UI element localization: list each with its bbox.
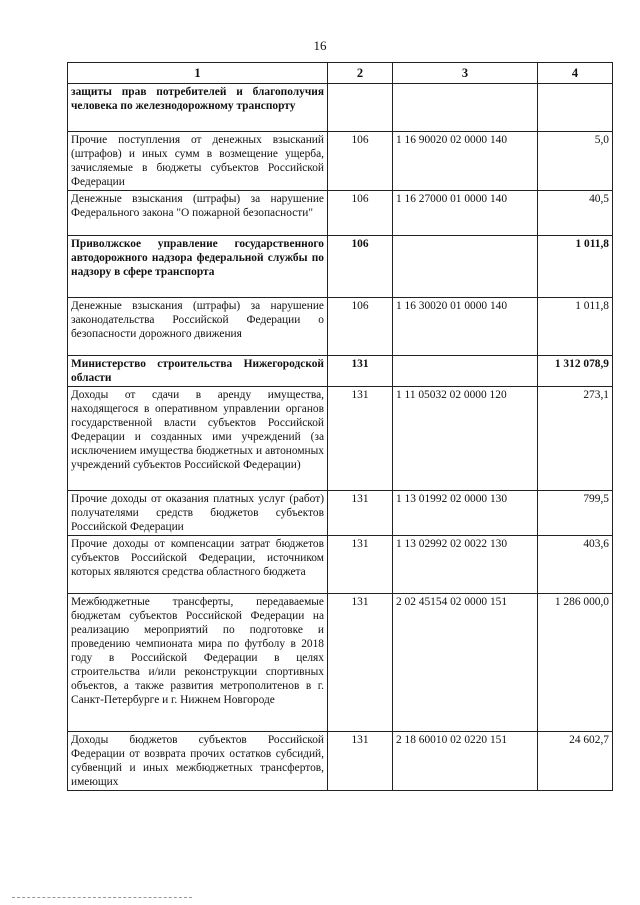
budget-classification-code: 2 02 45154 02 0000 151 (393, 594, 538, 732)
amount: 5,0 (538, 132, 613, 191)
amount: 1 312 078,9 (538, 356, 613, 387)
revenue-table (67, 62, 613, 791)
budget-classification-code: 1 16 27000 01 0000 140 (393, 191, 538, 236)
budget-classification-code: 2 18 60010 02 0220 151 (393, 732, 538, 791)
amount: 40,5 (538, 191, 613, 236)
table-row (68, 356, 613, 387)
budget-classification-code: 1 11 05032 02 0000 120 (393, 387, 538, 491)
page-number: 16 (313, 38, 327, 53)
revenue-name: Денежные взыскания (штрафы) за нарушение законодательства Российской Федерации о безопасности дорожного движения (68, 298, 328, 356)
revenue-name: Денежные взыскания (штрафы) за нарушение Федерального закона "О пожарной безопасности" (68, 191, 328, 236)
revenue-name: Приволжское управление государственного автодорожного надзора федеральной службы по надзору в сфере транспорта (68, 236, 328, 298)
amount: 799,5 (538, 491, 613, 536)
table-row (68, 298, 613, 356)
budget-classification-code (393, 356, 538, 387)
revenue-name: Министерство строительства Нижегородской области (68, 356, 328, 387)
admin-code: 131 (328, 732, 393, 791)
budget-classification-code: 1 13 01992 02 0000 130 (393, 491, 538, 536)
table-row (68, 536, 613, 594)
budget-classification-code: 1 16 90020 02 0000 140 (393, 132, 538, 191)
budget-classification-code: 1 13 02992 02 0022 130 (393, 536, 538, 594)
table-row (68, 732, 613, 791)
table-row (68, 191, 613, 236)
scan-artifact (12, 897, 192, 902)
admin-code (328, 84, 393, 132)
revenue-name: Доходы бюджетов субъектов Российской Федерации от возврата прочих остатков субсидий, субвенций и иных межбюджетных трансфертов, имеющих (68, 732, 328, 791)
table-header-row (68, 63, 613, 84)
revenue-name: Доходы от сдачи в аренду имущества, находящегося в оперативном управлении органов государственной власти субъектов Российской Федерации и созданных ими учреждений (за исключением имущества бюджетных и автономных учреждений субъектов Российской Федерации) (68, 387, 328, 491)
admin-code: 131 (328, 594, 393, 732)
admin-code: 131 (328, 356, 393, 387)
amount (538, 84, 613, 132)
amount: 1 011,8 (538, 298, 613, 356)
revenue-name: Прочие доходы от оказания платных услуг (работ) получателями средств бюджетов субъектов Российской Федерации (68, 491, 328, 536)
revenue-name: защиты прав потребителей и благополучия человека по железнодорожному транспорту (68, 84, 328, 132)
admin-code: 131 (328, 536, 393, 594)
admin-code: 106 (328, 298, 393, 356)
table-row (68, 491, 613, 536)
budget-classification-code: 1 16 30020 01 0000 140 (393, 298, 538, 356)
admin-code: 106 (328, 191, 393, 236)
column-header-4: 4 (538, 63, 613, 84)
budget-classification-code (393, 236, 538, 298)
table-row (68, 236, 613, 298)
revenue-name: Межбюджетные трансферты, передаваемые бюджетам субъектов Российской Федерации на реализацию мероприятий по подготовке и проведению чемпионата мира по футболу в 2018 году в Российской Федерации в целях строительства и/или реконструкции спортивных объектов, а также развития метрополитенов в г. Санкт-Петербурге и г. Нижнем Новгороде (68, 594, 328, 732)
revenue-name: Прочие доходы от компенсации затрат бюджетов субъектов Российской Федерации, источником которых являются средства областного бюджета (68, 536, 328, 594)
admin-code: 131 (328, 491, 393, 536)
column-header-1: 1 (68, 63, 328, 84)
table-row (68, 84, 613, 132)
table-row (68, 594, 613, 732)
admin-code: 131 (328, 387, 393, 491)
amount: 273,1 (538, 387, 613, 491)
amount: 1 286 000,0 (538, 594, 613, 732)
table-row (68, 387, 613, 491)
column-header-3: 3 (393, 63, 538, 84)
amount: 1 011,8 (538, 236, 613, 298)
column-header-2: 2 (328, 63, 393, 84)
revenue-name: Прочие поступления от денежных взысканий (штрафов) и иных сумм в возмещение ущерба, зачисляемые в бюджеты субъектов Российской Федерации (68, 132, 328, 191)
admin-code: 106 (328, 236, 393, 298)
admin-code: 106 (328, 132, 393, 191)
table-row (68, 132, 613, 191)
budget-classification-code (393, 84, 538, 132)
amount: 24 602,7 (538, 732, 613, 791)
amount: 403,6 (538, 536, 613, 594)
